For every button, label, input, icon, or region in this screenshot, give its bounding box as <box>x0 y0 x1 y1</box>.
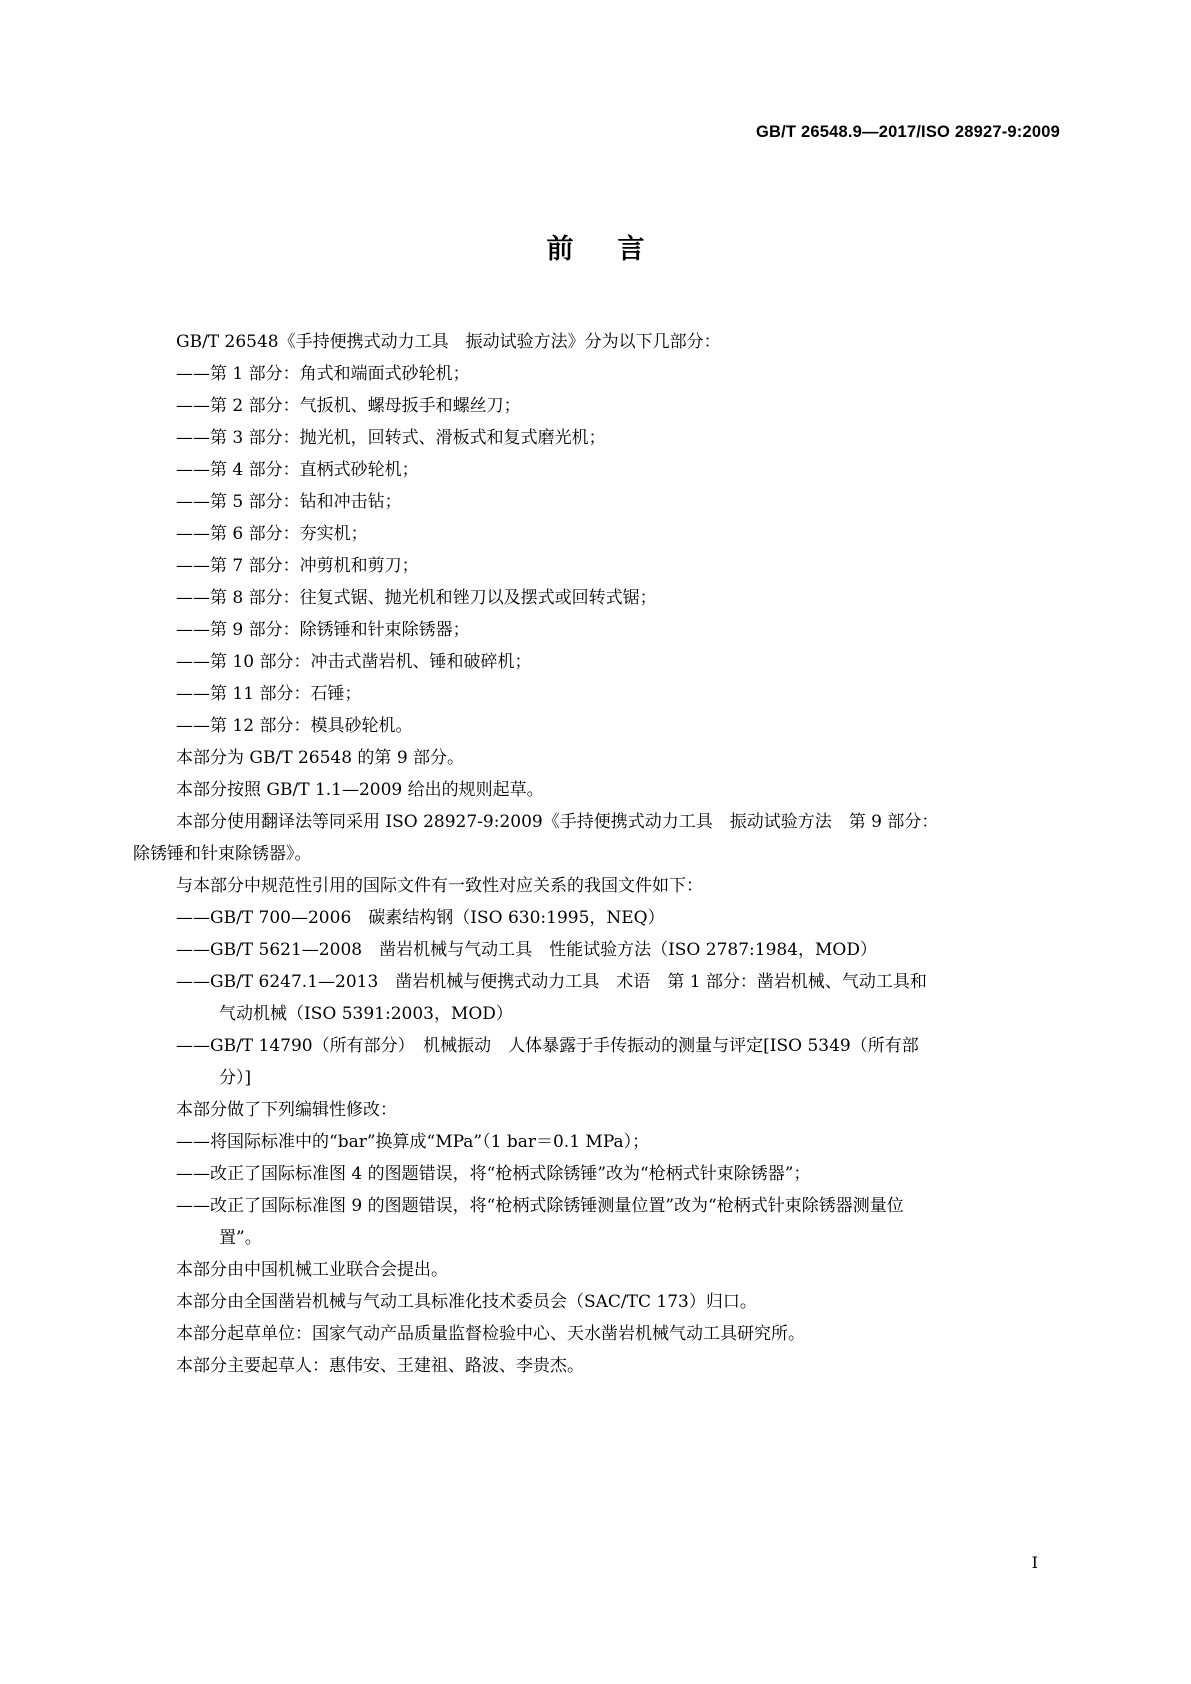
list-item-line: ——将国际标准中的“bar”换算成“MPa”（1 bar＝0.1 MPa）； <box>176 1132 650 1152</box>
list-item: ——第 4 部分：直柄式砂轮机； <box>176 460 419 480</box>
list-item <box>176 1126 1060 1158</box>
list-item: ——第 10 部分：冲击式凿岩机、锤和破碎机； <box>176 652 532 672</box>
refs-intro-paragraph: 与本部分中规范性引用的国际文件有一致性对应关系的我国文件如下： <box>176 876 703 896</box>
list-item-line: 置”。 <box>219 1228 262 1248</box>
list-item <box>176 1158 1060 1190</box>
part-paragraph: 本部分为 GB/T 26548 的第 9 部分。 <box>176 748 465 768</box>
translation-paragraph <box>133 806 1060 870</box>
list-item <box>176 1030 1060 1094</box>
list-item: ——第 8 部分：往复式锯、抛光机和锉刀以及摆式或回转式锯； <box>176 588 657 608</box>
list-item: ——第 1 部分：角式和端面式砂轮机； <box>176 364 470 384</box>
refs-list <box>176 902 1060 1094</box>
list-item: ——第 9 部分：除锈锤和针束除锈器； <box>176 620 470 640</box>
list-item: ——第 5 部分：钻和冲击钻； <box>176 492 402 512</box>
list-item <box>176 966 1060 1030</box>
parts-list <box>176 358 1060 742</box>
list-item-line: ——GB/T 6247.1—2013 凿岩机械与便携式动力工具 术语 第 1 部分：凿岩机械、气动工具和 <box>176 972 927 992</box>
list-item: ——第 6 部分：夯实机； <box>176 524 368 544</box>
list-item-line: ——GB/T 14790（所有部分） 机械振动 人体暴露于手传振动的测量与评定[ISO 5349（所有部 <box>176 1036 919 1056</box>
intro-paragraph: GB/T 26548《手持便携式动力工具 振动试验方法》分为以下几部分： <box>176 332 721 352</box>
standard-code: GB/T 26548.9—2017/ISO 28927-9:2009 <box>756 123 1060 141</box>
list-item <box>176 934 1060 966</box>
translation-line: 本部分使用翻译法等同采用 ISO 28927-9:2009《手持便携式动力工具 振动试验方法 第 9 部分： <box>176 812 939 832</box>
list-item: ——第 11 部分：石锤； <box>176 684 362 704</box>
list-item-line: 分）] <box>219 1068 252 1088</box>
page-number: I <box>1031 1553 1038 1572</box>
proposed-paragraph: 本部分由中国机械工业联合会提出。 <box>176 1260 448 1280</box>
translation-line: 除锈锤和针束除锈器》。 <box>133 844 312 864</box>
drafters-paragraph: 本部分主要起草人：惠伟安、王建祖、路波、李贵杰。 <box>176 1356 584 1376</box>
list-item: ——第 2 部分：气扳机、螺母扳手和螺丝刀； <box>176 396 521 416</box>
list-item <box>176 1190 1060 1254</box>
edits-intro-paragraph: 本部分做了下列编辑性修改： <box>176 1100 397 1120</box>
list-item-line: ——GB/T 700—2006 碳素结构钢（ISO 630:1995，NEQ） <box>176 908 665 928</box>
list-item: ——第 3 部分：抛光机，回转式、滑板式和复式磨光机； <box>176 428 606 448</box>
rules-paragraph: 本部分按照 GB/T 1.1—2009 给出的规则起草。 <box>176 780 544 800</box>
list-item: ——第 7 部分：冲剪机和剪刀； <box>176 556 419 576</box>
page-title: 前言 <box>546 234 689 265</box>
list-item-line: 气动机械（ISO 5391:2003，MOD） <box>219 1004 513 1024</box>
document-body <box>133 326 1060 1382</box>
edits-list <box>176 1126 1060 1254</box>
list-item-line: ——改正了国际标准图 9 的图题错误，将“枪柄式除锈锤测量位置”改为“枪柄式针束除锈器测量位 <box>176 1196 904 1216</box>
list-item-line: ——GB/T 5621—2008 凿岩机械与气动工具 性能试验方法（ISO 2787:1984，MOD） <box>176 940 877 960</box>
list-item <box>176 902 1060 934</box>
list-item: ——第 12 部分：模具砂轮机。 <box>176 716 413 736</box>
centralized-paragraph: 本部分由全国凿岩机械与气动工具标准化技术委员会（SAC/TC 173）归口。 <box>176 1292 757 1312</box>
list-item-line: ——改正了国际标准图 4 的图题错误，将“枪柄式除锈锤”改为“枪柄式针束除锈器”； <box>176 1164 811 1184</box>
drafting-units-paragraph: 本部分起草单位：国家气动产品质量监督检验中心、天水凿岩机械气动工具研究所。 <box>176 1324 805 1344</box>
